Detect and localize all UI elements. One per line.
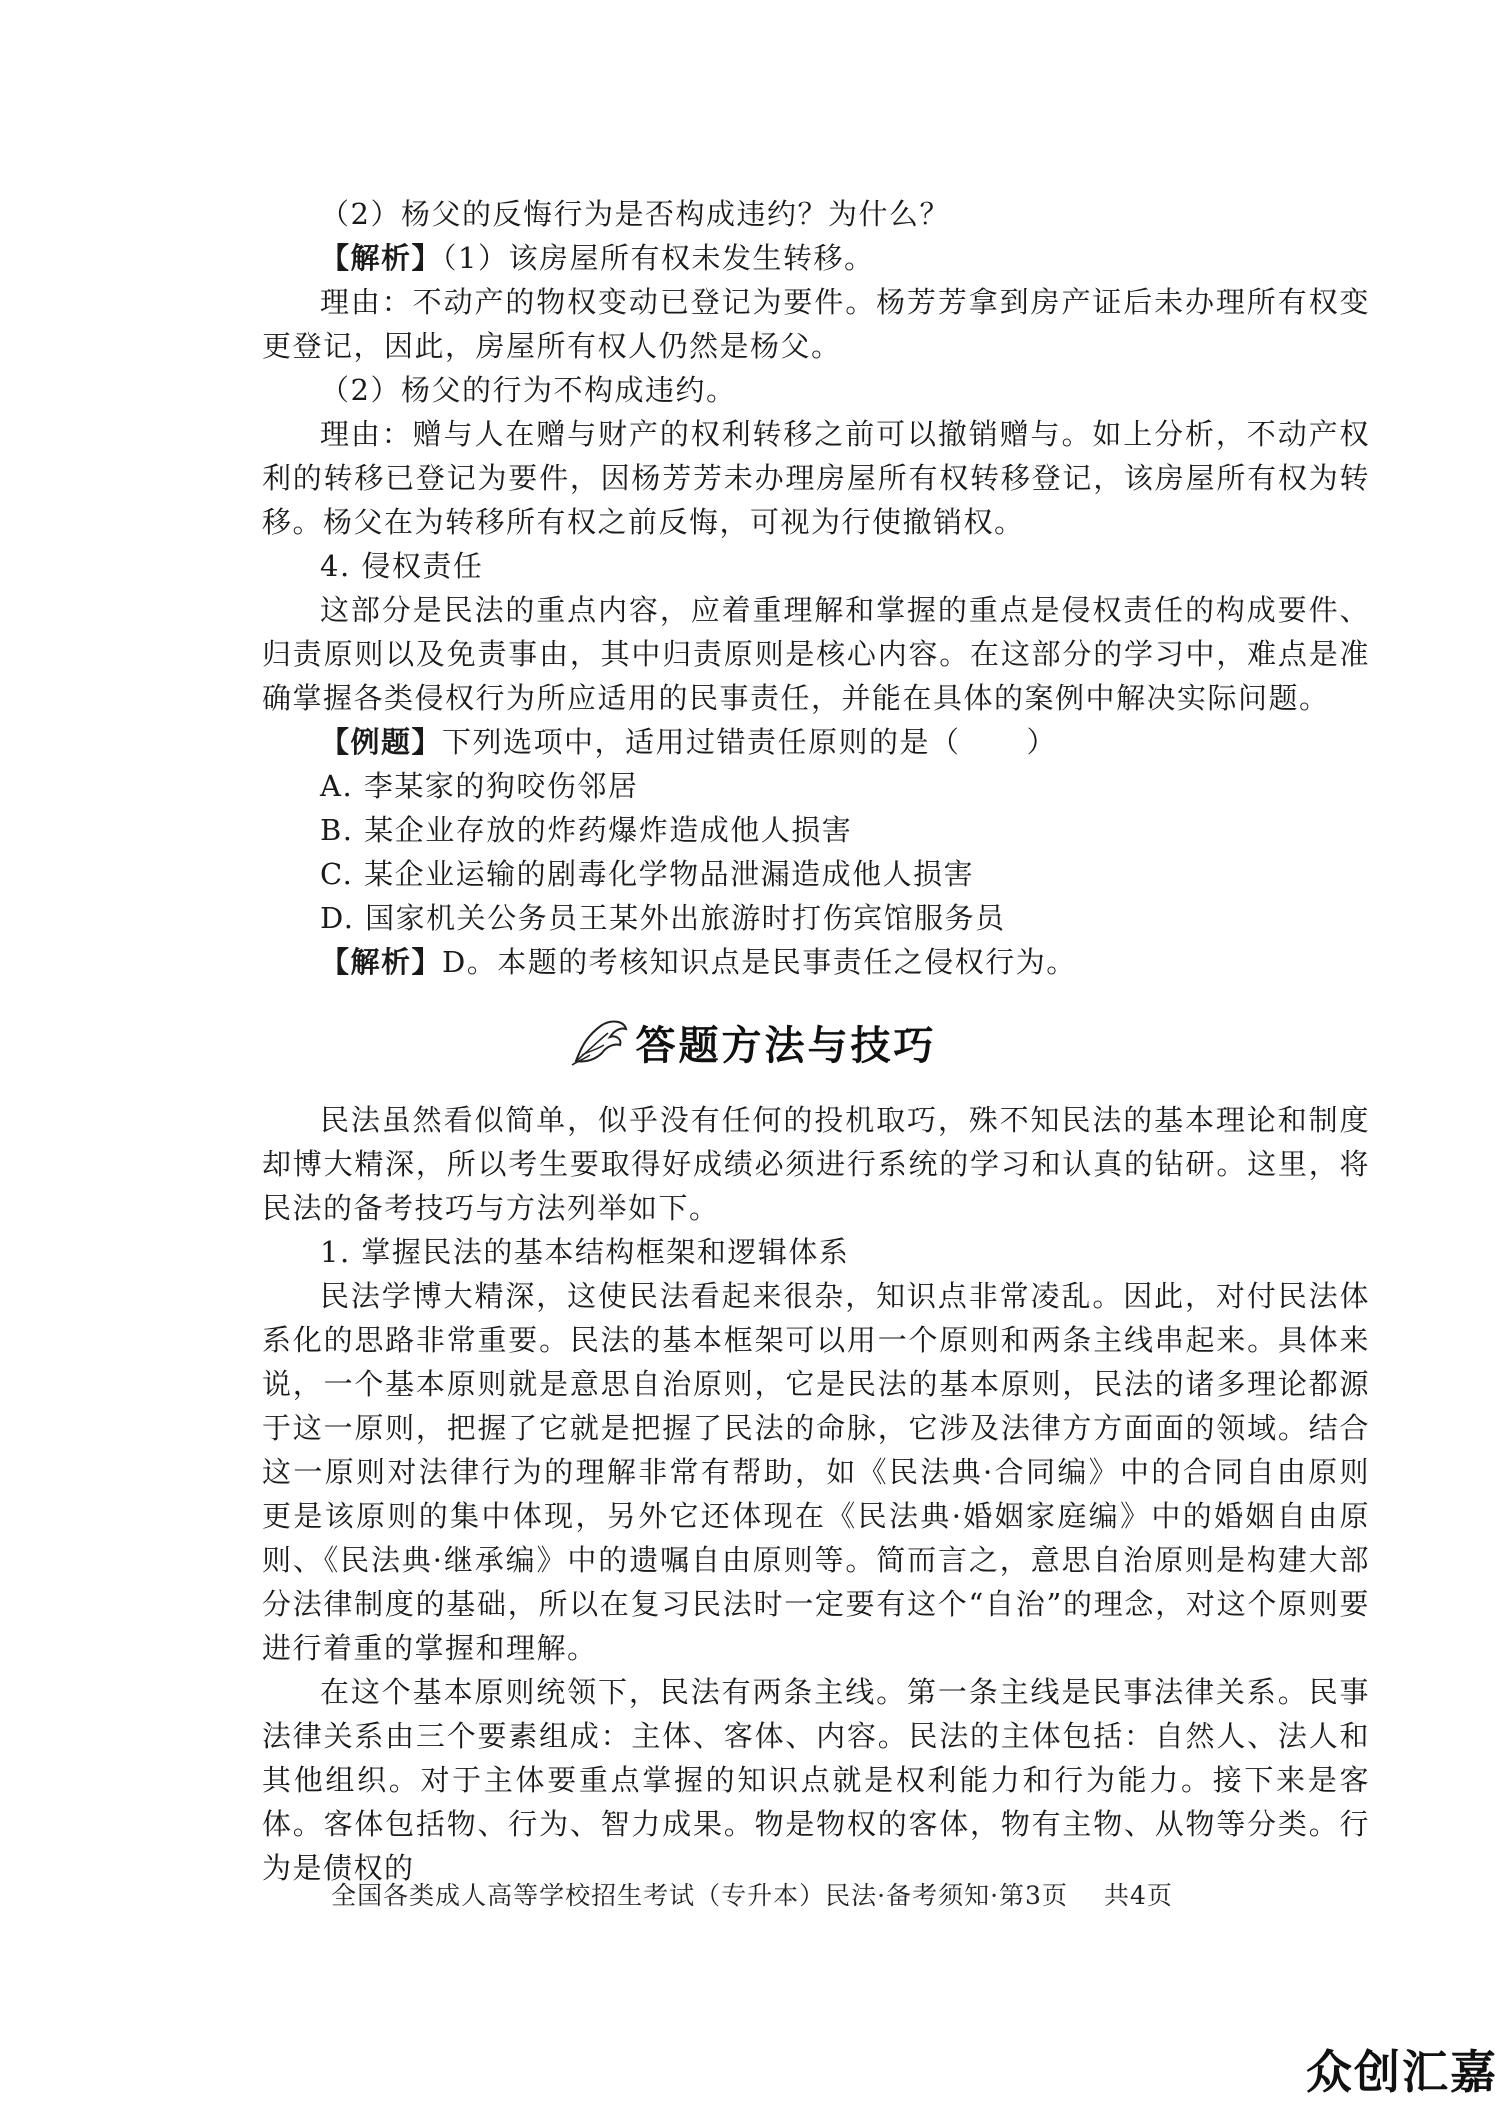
example-tag: 【例题】 [320, 725, 443, 759]
lower-text-block [262, 1098, 1370, 1890]
footer-text: 全国各类成人高等学校招生考试（专升本）民法·备考须知·第3页 [331, 1881, 1068, 1910]
option-b: B. 某企业存放的炸药爆炸造成他人损害 [320, 813, 853, 847]
analysis-paragraph [262, 236, 1370, 280]
option-d: D. 国家机关公务员王某外出旅游时打伤宾馆服务员 [320, 901, 1006, 935]
tort-intro-paragraph: 这部分是民法的重点内容，应着重理解和掌握的重点是侵权责任的构成要件、归责原则以及免责事由，其中归责原则是核心内容。在这部分的学习中，难点是准确掌握各类侵权行为所应适用的民事责任，并能在具体的案例中解决实际问题。 [262, 593, 1370, 715]
option-c: C. 某企业运输的剧毒化学物品泄漏造成他人损害 [320, 857, 975, 891]
section-title: 答题方法与技巧 [635, 1022, 937, 1069]
reason-paragraph-2: 理由：赠与人在赠与财产的权利转移之前可以撤销赠与。如上分析，不动产权利的转移已登记为要件，因杨芳芳未办理房屋所有权转移登记，该房屋所有权为转移。杨父在为转移所有权之前反悔，可视为行使撤销权。 [262, 417, 1370, 539]
method-intro-paragraph: 民法虽然看似简单，似乎没有任何的投机取巧，殊不知民法的基本理论和制度却博大精深，所以考生要取得好成绩必须进行系统的学习和认真的钻研。这里，将民法的备考技巧与方法列举如下。 [262, 1103, 1370, 1225]
analysis-text: （1）该房屋所有权未发生转移。 [442, 241, 875, 275]
method-paragraph-1: 民法学博大精深，这使民法看起来很杂，知识点非常凌乱。因此，对付民法体系化的思路非常重要。民法的基本框架可以用一个原则和两条主线串起来。具体来说，一个基本原则就是意思自治原则，它是民法的基本原则，民法的诸多理论都源于这一原则，把握了它就是把握了民法的命脉，它涉及法律方方面面的领域。结合这一原则对法律行为的理解非常有帮助，如《民法典·合同编》中的合同自由原则更是该原则的集中体现，另外它还体现在《民法典·婚姻家庭编》中的婚姻自由原则、《民法典·继承编》中的遗嘱自由原则等。简而言之，意思自治原则是构建大部分法律制度的基础，所以在复习民法时一定要有这个“自治”的理念，对这个原则要进行着重的掌握和理解。 [262, 1279, 1370, 1665]
upper-text-block [262, 192, 1370, 984]
example-answer [262, 940, 1370, 984]
ginkgo-leaf-icon [568, 1015, 630, 1069]
option-a: A. 李某家的狗咬伤邻居 [320, 769, 639, 803]
example-close: ） [1026, 725, 1058, 759]
watermark-logo: 众创汇嘉 [1306, 2045, 1498, 2099]
section-heading [0, 1012, 1504, 1072]
method-heading-1: 1. 掌握民法的基本结构框架和逻辑体系 [320, 1235, 850, 1269]
question-2: （2）杨父的反悔行为是否构成违约？为什么？ [320, 197, 950, 231]
page-footer [0, 1876, 1504, 1912]
section-heading-tort: 4. 侵权责任 [320, 549, 484, 583]
reason-paragraph-1: 理由：不动产的物权变动已登记为要件。杨芳芳拿到房产证后未办理所有权变更登记，因此，房屋所有权人仍然是杨父。 [262, 285, 1370, 363]
analysis-tag: 【解析】 [320, 241, 443, 275]
answer-2: （2）杨父的行为不构成违约。 [320, 373, 737, 407]
method-paragraph-2: 在这个基本原则统领下，民法有两条主线。第一条主线是民事法律关系。民事法律关系由三个要素组成：主体、客体、内容。民法的主体包括：自然人、法人和其他组织。对于主体要重点掌握的知识点就是权利能力和行为能力。接下来是客体。客体包括物、行为、智力成果。物是物权的客体，物有主物、从物等分类。行为是债权的 [262, 1675, 1370, 1885]
answer-text: D。本题的考核知识点是民事责任之侵权行为。 [442, 945, 1077, 979]
example-text: 下列选项中，适用过错责任原则的是（ [442, 725, 961, 759]
footer-total-pages: 共4页 [1103, 1881, 1173, 1910]
answer-tag: 【解析】 [320, 945, 443, 979]
example-question [262, 720, 1370, 764]
